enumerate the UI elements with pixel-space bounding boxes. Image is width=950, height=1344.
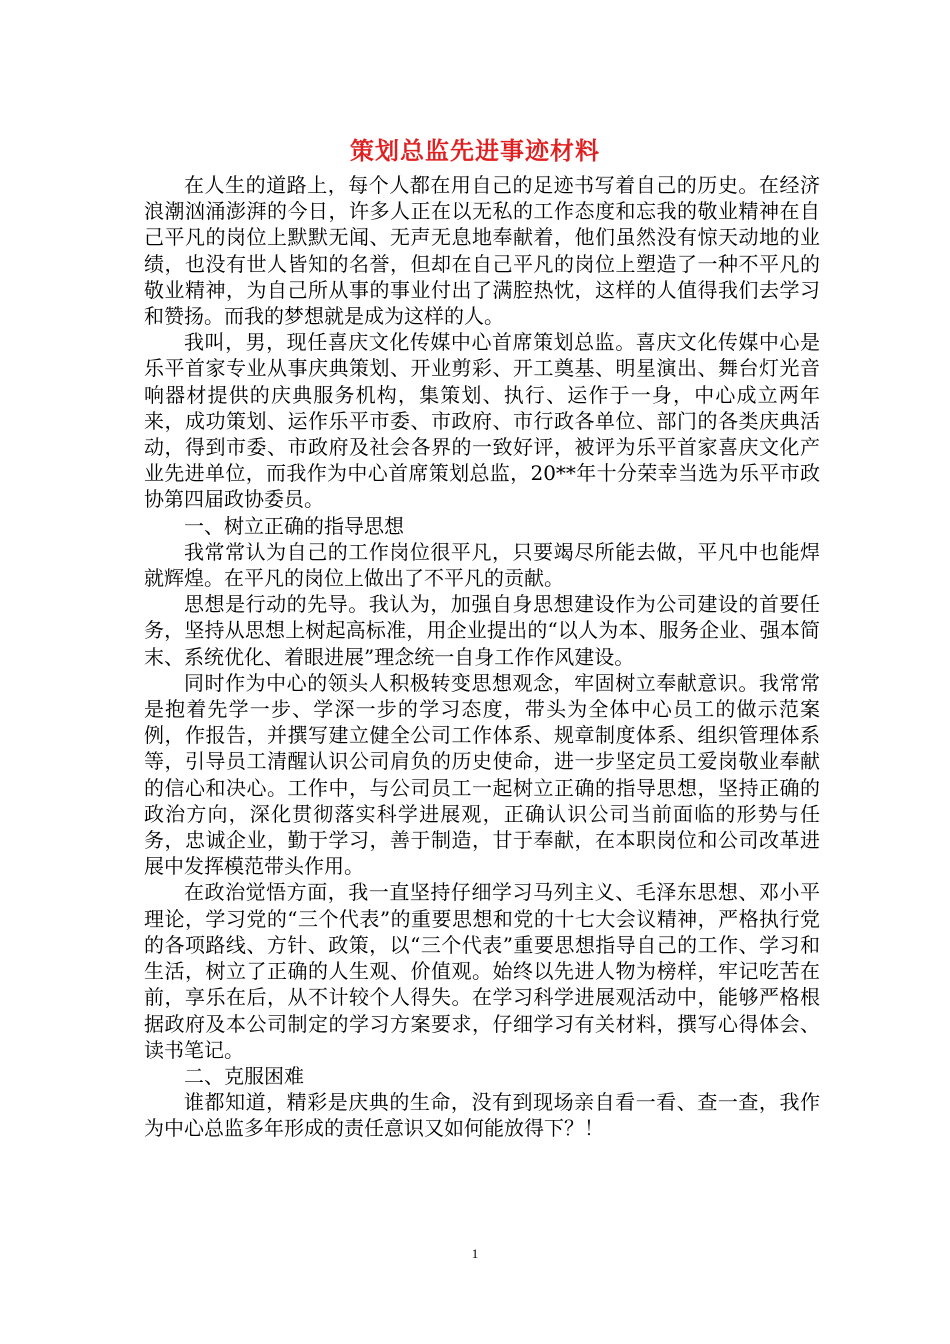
paragraph-self-introduction: 我叫，男，现任喜庆文化传媒中心首席策划总监。喜庆文化传媒中心是乐平首家专业从事庆典策划、开业剪彩、开工奠基、明星演出、舞台灯光音响器材提供的庆典服务机构，集策划、执行、运作于一身，中心成立两年来，成功策划、运作乐平市委、市政府、市行政各单位、部门的各类庆典活动，得到市委、市政府及社会各界的一致好评，被评为乐平首家喜庆文化产业先进单位，而我作为中心首席策划总监，20**年十分荣幸当选为乐平市政协第四届政协委员。 — [144, 330, 820, 512]
paragraph-political-awareness: 在政治觉悟方面，我一直坚持仔细学习马列主义、毛泽东思想、邓小平理论，学习党的“三个代表”的重要思想和党的十七大会议精神，严格执行党的各项路线、方针、政策，以“三个代表”重要思想指导自己的工作、学习和生活，树立了正确的人生观、价值观。始终以先进人物为榜样，牢记吃苦在前，享乐在后，从不计较个人得失。在学习科学进展观活动中，能够严格根据政府及本公司制定的学习方案要求，仔细学习有关材料，撰写心得体会、读书笔记。 — [144, 880, 820, 1062]
section-heading-1: 一、树立正确的指导思想 — [184, 513, 404, 538]
paragraph-overcome-difficulties: 谁都知道，精彩是庆典的生命，没有到现场亲自看一看、查一查，我作为中心总监多年形成的责任意识又如何能放得下？！ — [144, 1090, 820, 1141]
section-heading-2: 二、克服困难 — [184, 1063, 304, 1088]
document-title: 策划总监先进事迹材料 — [350, 136, 600, 165]
paragraph-job-view: 我常常认为自己的工作岗位很平凡，只要竭尽所能去做，平凡中也能焊就辉煌。在平凡的岗位上做出了不平凡的贡献。 — [144, 539, 820, 591]
document-body — [144, 172, 820, 1142]
paragraph-leadership: 同时作为中心的领头人积极转变思想观念，牢固树立奉献意识。我常常是抱着先学一步、学深一步的学习态度，带头为全体中心员工的做示范案例，作报告，并撰写建立健全公司工作体系、规章制度体系、组织管理体系等，引导员工清醒认识公司肩负的历史使命，进一步坚定员工爱岗敬业奉献的信心和决心。工作中，与公司员工一起树立正确的指导思想，坚持正确的政治方向，深化贯彻落实科学进展观，正确认识公司当前面临的形势与任务，忠诚企业，勤于学习，善于制造，甘于奉献，在本职岗位和公司改革进展中发挥模范带头作用。 — [144, 670, 820, 879]
paragraph-thought-guide: 思想是行动的先导。我认为，加强自身思想建设作为公司建设的首要任务，坚持从思想上树起高标准，用企业提出的“以人为本、服务企业、强本简末、系统优化、着眼进展”理念统一自身工作作风建设。 — [144, 592, 820, 669]
page-number: 1 — [471, 1246, 479, 1261]
paragraph-intro: 在人生的道路上，每个人都在用自己的足迹书写着自己的历史。在经济浪潮汹涌澎湃的今日，许多人正在以无私的工作态度和忘我的敬业精神在自己平凡的岗位上默默无闻、无声无息地奉献着，他们虽然没有惊天动地的业绩，也没有世人皆知的名誉，但却在自己平凡的岗位上塑造了一种不平凡的敬业精神，为自己所从事的事业付出了满腔热忱，这样的人值得我们去学习和赞扬。而我的梦想就是成为这样的人。 — [144, 173, 820, 329]
